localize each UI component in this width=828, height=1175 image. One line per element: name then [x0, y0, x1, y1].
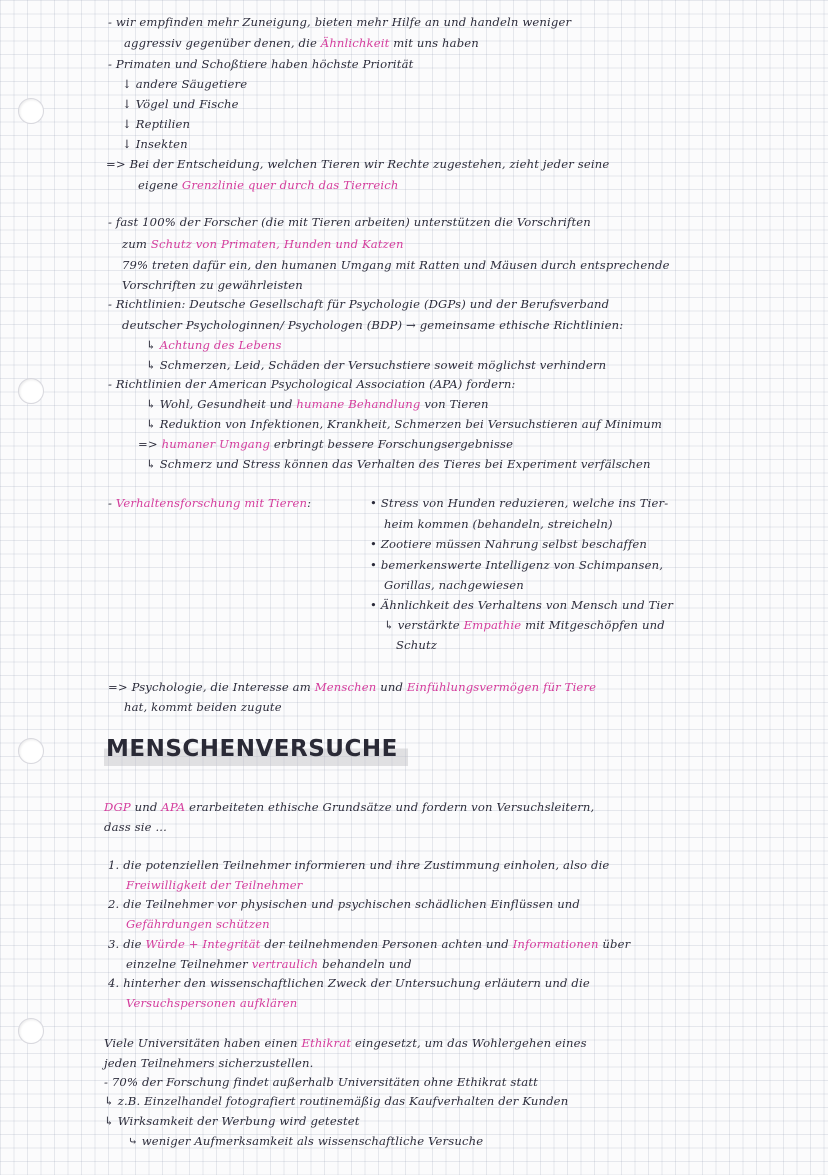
note-text: und	[376, 680, 407, 694]
note-text: erbringt bessere Forschungsergebnisse	[270, 437, 514, 451]
page-heading: MENSCHENVERSUCHE	[104, 734, 408, 766]
highlighted-text: Grenzlinie quer durch das Tierreich	[181, 178, 399, 192]
note-line	[146, 338, 282, 352]
note-text: Vorschriften zu gewährleisten	[122, 278, 303, 292]
note-text: deutscher Psychologinnen/ Psychologen (BDP) → gemeinsame ethische Richtlinien:	[122, 318, 624, 332]
note-text: aggressiv gegenüber denen, die	[124, 36, 321, 50]
note-text: heim kommen (behandeln, streicheln)	[384, 517, 613, 531]
note-text: ↓ Vögel und Fische	[122, 97, 239, 111]
highlighted-text: Verhaltensforschung mit Tieren	[115, 496, 308, 510]
note-text: - Richtlinien der American Psychological Association (APA) fordern:	[108, 377, 516, 391]
note-text: behandeln und	[318, 957, 412, 971]
note-line	[106, 157, 609, 171]
note-line	[146, 397, 489, 411]
note-text: ↳ Schmerzen, Leid, Schäden der Versuchstiere soweit möglichst verhindern	[146, 358, 607, 372]
note-line	[108, 858, 609, 872]
note-line	[126, 957, 412, 971]
note-line	[104, 1036, 587, 1050]
highlighted-text: Ethikrat	[301, 1036, 352, 1050]
note-line	[104, 1056, 313, 1070]
note-line	[108, 897, 580, 911]
highlighted-text: Achtung des Lebens	[159, 338, 282, 352]
highlighted-text: Menschen	[314, 680, 377, 694]
note-line	[370, 598, 673, 612]
note-line	[126, 878, 302, 892]
note-text: ↳	[146, 338, 160, 352]
highlighted-text: Empathie	[463, 618, 522, 632]
note-line	[122, 97, 239, 111]
note-line	[146, 358, 606, 372]
note-line	[122, 258, 670, 272]
note-text: ↳ Schmerz und Stress können das Verhalten des Tieres bei Experiment verfälschen	[146, 457, 651, 471]
note-line	[108, 976, 590, 990]
note-text: und	[130, 800, 162, 814]
note-text: - Primaten und Schoßtiere haben höchste Priorität	[108, 57, 414, 71]
note-line	[370, 496, 668, 510]
note-line	[122, 278, 303, 292]
note-line	[108, 215, 591, 229]
highlighted-text: Gefährdungen schützen	[126, 917, 270, 931]
note-line	[384, 517, 613, 531]
note-line	[108, 496, 311, 510]
note-text: ↓ Insekten	[122, 137, 188, 151]
note-text: dass sie ...	[104, 820, 167, 834]
note-text: Schutz	[396, 638, 438, 652]
note-text: 3. die	[108, 937, 146, 951]
note-line	[370, 537, 647, 551]
note-text: Gorillas, nachgewiesen	[384, 578, 524, 592]
note-line	[108, 57, 413, 71]
note-text: ↳ Wirksamkeit der Werbung wird getestet	[104, 1114, 360, 1128]
note-text: jeden Teilnehmers sicherzustellen.	[104, 1056, 314, 1070]
note-text: eingesetzt, um das Wohlergehen eines	[351, 1036, 587, 1050]
note-text: ↳ z.B. Einzelhandel fotografiert routinemäßig das Kaufverhalten der Kunden	[104, 1094, 569, 1108]
note-line	[128, 1134, 483, 1148]
note-line	[124, 36, 479, 50]
note-line	[104, 1075, 538, 1089]
note-text: hat, kommt beiden zugute	[124, 700, 282, 714]
note-text: der teilnehmenden Personen achten und	[260, 937, 513, 951]
note-line	[126, 996, 297, 1010]
note-text: - Richtlinien: Deutsche Gesellschaft für Psychologie (DGPs) und der Berufsverband	[108, 297, 610, 311]
note-text: einzelne Teilnehmer	[126, 957, 252, 971]
highlighted-text: vertraulich	[251, 957, 319, 971]
note-text: => Bei der Entscheidung, welchen Tieren wir Rechte zugestehen, zieht jeder seine	[106, 157, 610, 171]
highlighted-text: DGP	[104, 800, 131, 814]
punch-hole	[18, 378, 44, 404]
note-line	[122, 318, 623, 332]
note-text: erarbeiteten ethische Grundsätze und fordern von Versuchsleitern,	[185, 800, 595, 814]
note-text: => Psychologie, die Interesse am	[108, 680, 315, 694]
note-text: ↳ verstärkte	[384, 618, 464, 632]
punch-hole	[18, 98, 44, 124]
highlighted-text: Würde + Integrität	[145, 937, 261, 951]
note-line	[126, 917, 270, 931]
note-text: von Tieren	[420, 397, 489, 411]
note-line	[108, 680, 596, 694]
note-text: mit Mitgeschöpfen und	[521, 618, 665, 632]
note-text: ↓ Reptilien	[122, 117, 191, 131]
note-text: :	[307, 496, 312, 510]
note-text: • Zootiere müssen Nahrung selbst beschaffen	[370, 537, 648, 551]
note-text: 4. hinterher den wissenschaftlichen Zweck der Untersuchung erläutern und die	[108, 976, 590, 990]
note-text: - 70% der Forschung findet außerhalb Universitäten ohne Ethikrat statt	[104, 1075, 538, 1089]
note-line	[138, 178, 399, 192]
note-text: mit uns haben	[389, 36, 479, 50]
note-line	[108, 937, 630, 951]
note-line	[104, 1094, 568, 1108]
note-line	[108, 297, 609, 311]
punch-hole	[18, 1018, 44, 1044]
highlighted-text: humane Behandlung	[296, 397, 421, 411]
note-line	[124, 700, 282, 714]
note-text: ↳ Reduktion von Infektionen, Krankheit, Schmerzen bei Versuchstieren auf Minimum	[146, 417, 662, 431]
highlighted-text: Informationen	[512, 937, 599, 951]
note-text: ⤷ weniger Aufmerksamkeit als wissenschaftliche Versuche	[128, 1134, 484, 1148]
note-line	[104, 820, 167, 834]
note-line	[104, 800, 594, 814]
note-text: zum	[122, 237, 151, 251]
note-line	[146, 457, 651, 471]
highlighted-text: Freiwilligkeit der Teilnehmer	[126, 878, 303, 892]
note-text: über	[598, 937, 631, 951]
note-text: -	[108, 496, 116, 510]
note-line	[122, 117, 190, 131]
note-line	[396, 638, 437, 652]
note-text: ↳ Wohl, Gesundheit und	[146, 397, 297, 411]
note-line	[146, 417, 662, 431]
note-text: Viele Universitäten haben einen	[104, 1036, 302, 1050]
note-line	[122, 237, 404, 251]
note-line	[122, 77, 247, 91]
highlighted-text: APA	[161, 800, 186, 814]
note-text: eigene	[138, 178, 182, 192]
note-line	[138, 437, 513, 451]
note-text: • Stress von Hunden reduzieren, welche ins Tier-	[370, 496, 669, 510]
note-text: =>	[138, 437, 162, 451]
note-line	[122, 137, 188, 151]
highlighted-text: Einfühlungsvermögen für Tiere	[406, 680, 597, 694]
note-text: - wir empfinden mehr Zuneigung, bieten mehr Hilfe an und handeln weniger	[108, 15, 572, 29]
note-line	[370, 558, 663, 572]
note-line	[384, 618, 665, 632]
note-line	[104, 1114, 360, 1128]
note-line	[108, 15, 571, 29]
note-text: • bemerkenswerte Intelligenz von Schimpansen,	[370, 558, 664, 572]
highlighted-text: Ähnlichkeit	[320, 36, 390, 50]
note-text: ↓ andere Säugetiere	[122, 77, 248, 91]
note-text: 1. die potenziellen Teilnehmer informieren und ihre Zustimmung einholen, also die	[108, 858, 610, 872]
note-line	[108, 377, 516, 391]
note-text: 2. die Teilnehmer vor physischen und psychischen schädlichen Einflüssen und	[108, 897, 580, 911]
highlighted-text: Versuchspersonen aufklären	[126, 996, 298, 1010]
punch-hole	[18, 738, 44, 764]
highlighted-text: Schutz von Primaten, Hunden und Katzen	[150, 237, 404, 251]
note-text: • Ähnlichkeit des Verhaltens von Mensch und Tier	[370, 598, 674, 612]
note-line	[384, 578, 524, 592]
note-text: - fast 100% der Forscher (die mit Tieren arbeiten) unterstützen die Vorschriften	[108, 215, 591, 229]
highlighted-text: humaner Umgang	[161, 437, 271, 451]
note-text: 79% treten dafür ein, den humanen Umgang mit Ratten und Mäusen durch entsprechende	[122, 258, 670, 272]
